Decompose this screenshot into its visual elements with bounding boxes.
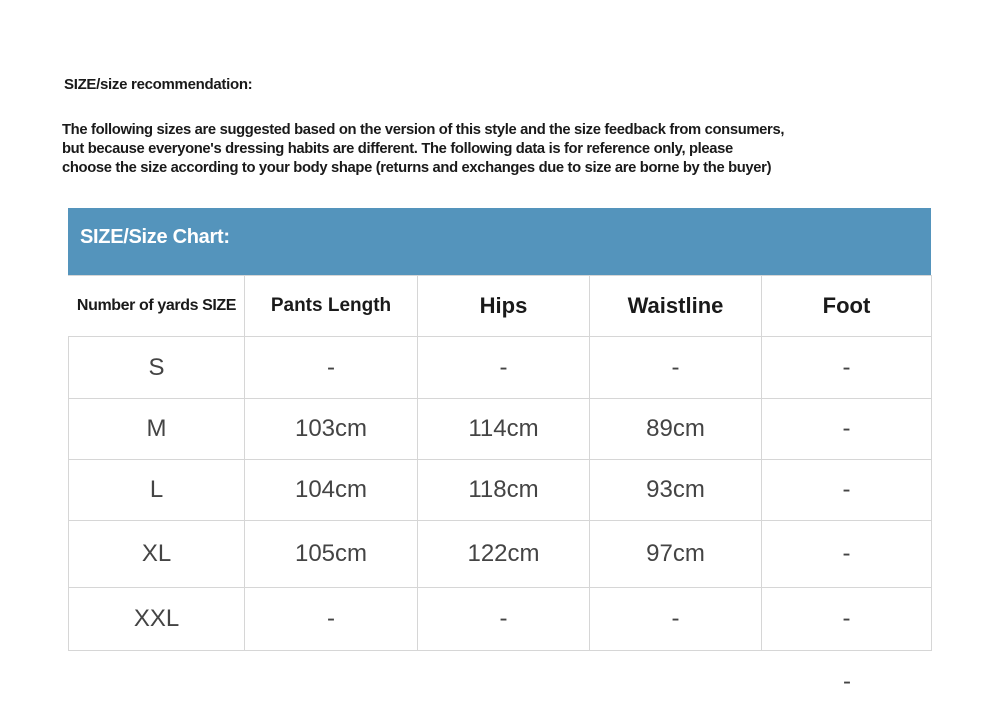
table-cell: - bbox=[762, 460, 932, 521]
table-row bbox=[69, 399, 932, 460]
table-cell: - bbox=[418, 588, 590, 651]
size-label-cell: M bbox=[69, 399, 245, 460]
size-chart-title: SIZE/Size Chart: bbox=[80, 226, 230, 248]
column-header: Number of yards SIZE bbox=[69, 276, 245, 337]
intro-line: choose the size according to your body shape (returns and exchanges due to size are borne by the buyer) bbox=[62, 159, 772, 176]
table-cell: - bbox=[418, 337, 590, 399]
size-chart-banner bbox=[68, 208, 931, 275]
table-cell: 118cm bbox=[418, 460, 590, 521]
table-cell: - bbox=[590, 588, 762, 651]
table-header-row bbox=[69, 276, 932, 337]
size-label-cell: L bbox=[69, 460, 245, 521]
trailing-mark: - bbox=[843, 668, 851, 695]
table-cell: - bbox=[762, 521, 932, 588]
intro-title: SIZE/size recommendation: bbox=[64, 76, 253, 93]
table-cell: 93cm bbox=[590, 460, 762, 521]
table-cell: - bbox=[762, 588, 932, 651]
table-cell: - bbox=[245, 337, 418, 399]
table-cell: 105cm bbox=[245, 521, 418, 588]
table-row bbox=[69, 460, 932, 521]
intro-line: but because everyone's dressing habits are different. The following data is for reference only, please bbox=[62, 140, 733, 157]
intro-line: The following sizes are suggested based on the version of this style and the size feedback from consumers, bbox=[62, 121, 785, 138]
table-row bbox=[69, 521, 932, 588]
size-label-cell: XL bbox=[69, 521, 245, 588]
table-cell: - bbox=[762, 337, 932, 399]
table-cell: 103cm bbox=[245, 399, 418, 460]
table-row bbox=[69, 337, 932, 399]
column-header: Foot bbox=[762, 276, 932, 337]
column-header: Waistline bbox=[590, 276, 762, 337]
intro-body bbox=[62, 120, 949, 177]
table-cell: - bbox=[590, 337, 762, 399]
table-cell: 97cm bbox=[590, 521, 762, 588]
table-cell: 114cm bbox=[418, 399, 590, 460]
table-cell: 122cm bbox=[418, 521, 590, 588]
size-label-cell: XXL bbox=[69, 588, 245, 651]
table-cell: - bbox=[245, 588, 418, 651]
column-header: Hips bbox=[418, 276, 590, 337]
size-label-cell: S bbox=[69, 337, 245, 399]
column-header: Pants Length bbox=[245, 276, 418, 337]
table-cell: - bbox=[762, 399, 932, 460]
table-row bbox=[69, 588, 932, 651]
size-table bbox=[68, 275, 932, 651]
table-cell: 104cm bbox=[245, 460, 418, 521]
table-cell: 89cm bbox=[590, 399, 762, 460]
